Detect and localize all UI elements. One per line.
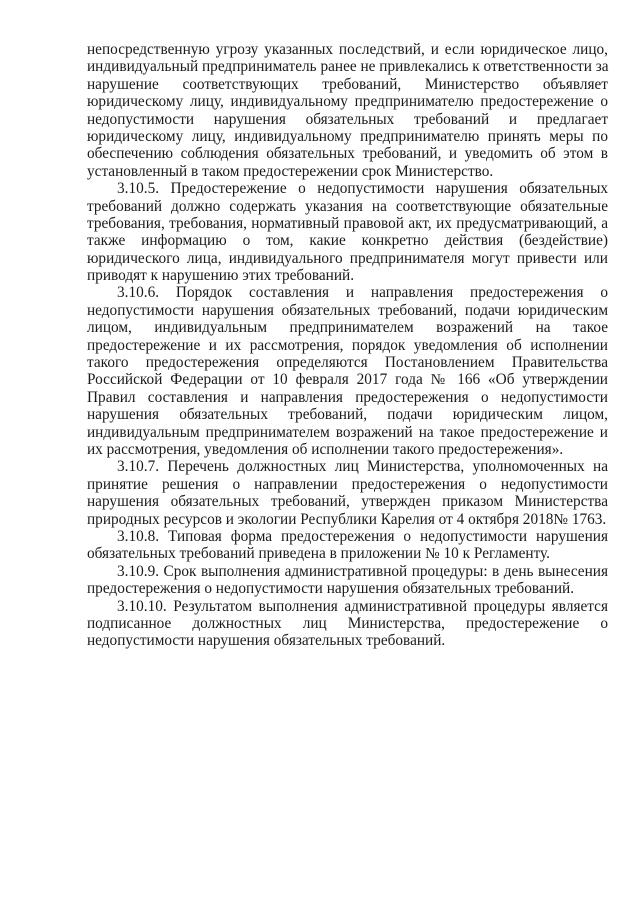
text-line: 3.10.6. Порядок составления и направления предостережения о [117, 284, 608, 302]
text-line: Российской Федерации от 10 февраля 2017 года № 166 «Об утверждении [87, 371, 608, 389]
paragraph [87, 458, 608, 528]
text-line: нарушения обязательных требований, утвержден приказом Министерства [87, 493, 608, 511]
text-line: их рассмотрения, уведомления об исполнении такого предостережения». [87, 440, 564, 458]
text-line: лицом, индивидуальным предпринимателем возражений на такое [87, 319, 608, 337]
text-line: требований должно содержать указания на соответствующие обязательные [87, 197, 608, 215]
text-line: 3.10.7. Перечень должностных лиц Министерства, уполномоченных на [117, 458, 608, 476]
document-page [87, 41, 608, 650]
text-line: природных ресурсов и экологии Республики Карелия от 4 октября 2018№ 1763. [87, 510, 607, 528]
text-line: также информацию о том, какие конкретно действия (бездействие) [87, 232, 608, 250]
text-line: обеспечению соблюдения обязательных требований, и уведомить об этом в [87, 145, 608, 163]
text-line: предостережение и их рассмотрения, порядок уведомления об исполнении [87, 336, 608, 354]
paragraph [87, 563, 608, 598]
text-line: недопустимости нарушения обязательных требований. [87, 632, 446, 650]
text-line: предостережения о недопустимости нарушения обязательных требований. [87, 580, 575, 598]
text-line: индивидуальный предприниматель ранее не привлекались к ответственности за [87, 58, 609, 76]
text-line: нарушение соответствующих требований, Министерство объявляет [87, 75, 608, 93]
text-line: установленный в таком предостережении срок Министерство. [87, 162, 494, 180]
text-line: принятие решения о направлении предостережения о недопустимости [87, 475, 608, 493]
text-line: 3.10.8. Типовая форма предостережения о недопустимости нарушения [117, 527, 608, 545]
paragraph [87, 180, 608, 284]
text-line: непосредственную угрозу указанных последствий, и если юридическое лицо, [87, 41, 608, 58]
text-line: юридическому лицу, индивидуальному предпринимателю принять меры по [87, 127, 608, 145]
paragraph [87, 598, 608, 650]
text-line: недопустимости нарушения обязательных требований и предлагает [87, 110, 608, 128]
text-line: 3.10.5. Предостережение о недопустимости нарушения обязательных [117, 180, 608, 198]
text-line: недопустимости нарушения обязательных требований, подачи юридическим [87, 301, 608, 319]
paragraph [87, 41, 608, 180]
text-line: обязательных требований приведена в приложении № 10 к Регламенту. [87, 545, 550, 563]
text-line: требования, требования, нормативный правовой акт, их предусматривающий, а [87, 214, 608, 232]
text-line: 3.10.9. Срок выполнения административной процедуры: в день вынесения [117, 562, 608, 580]
paragraph [87, 284, 608, 458]
text-line: подписанное должностных лиц Министерства, предостережение о [87, 614, 608, 632]
paragraph [87, 528, 608, 563]
text-line: такого предостережения определяются Постановлением Правительства [87, 354, 608, 372]
text-line: приводят к нарушению этих требований. [87, 267, 355, 285]
text-line: юридического лица, индивидуального предпринимателя могут привести или [87, 249, 608, 267]
text-line: индивидуальным предпринимателем возражений на такое предостережение и [87, 423, 608, 441]
text-line: нарушения обязательных требований, подачи юридическим лицом, [87, 406, 608, 424]
text-line: юридическому лицу, индивидуальному предпринимателю предостережение о [87, 93, 608, 111]
text-line: Правил составления и направления предостережения о недопустимости [87, 388, 608, 406]
text-line: 3.10.10. Результатом выполнения административной процедуры является [117, 597, 608, 615]
